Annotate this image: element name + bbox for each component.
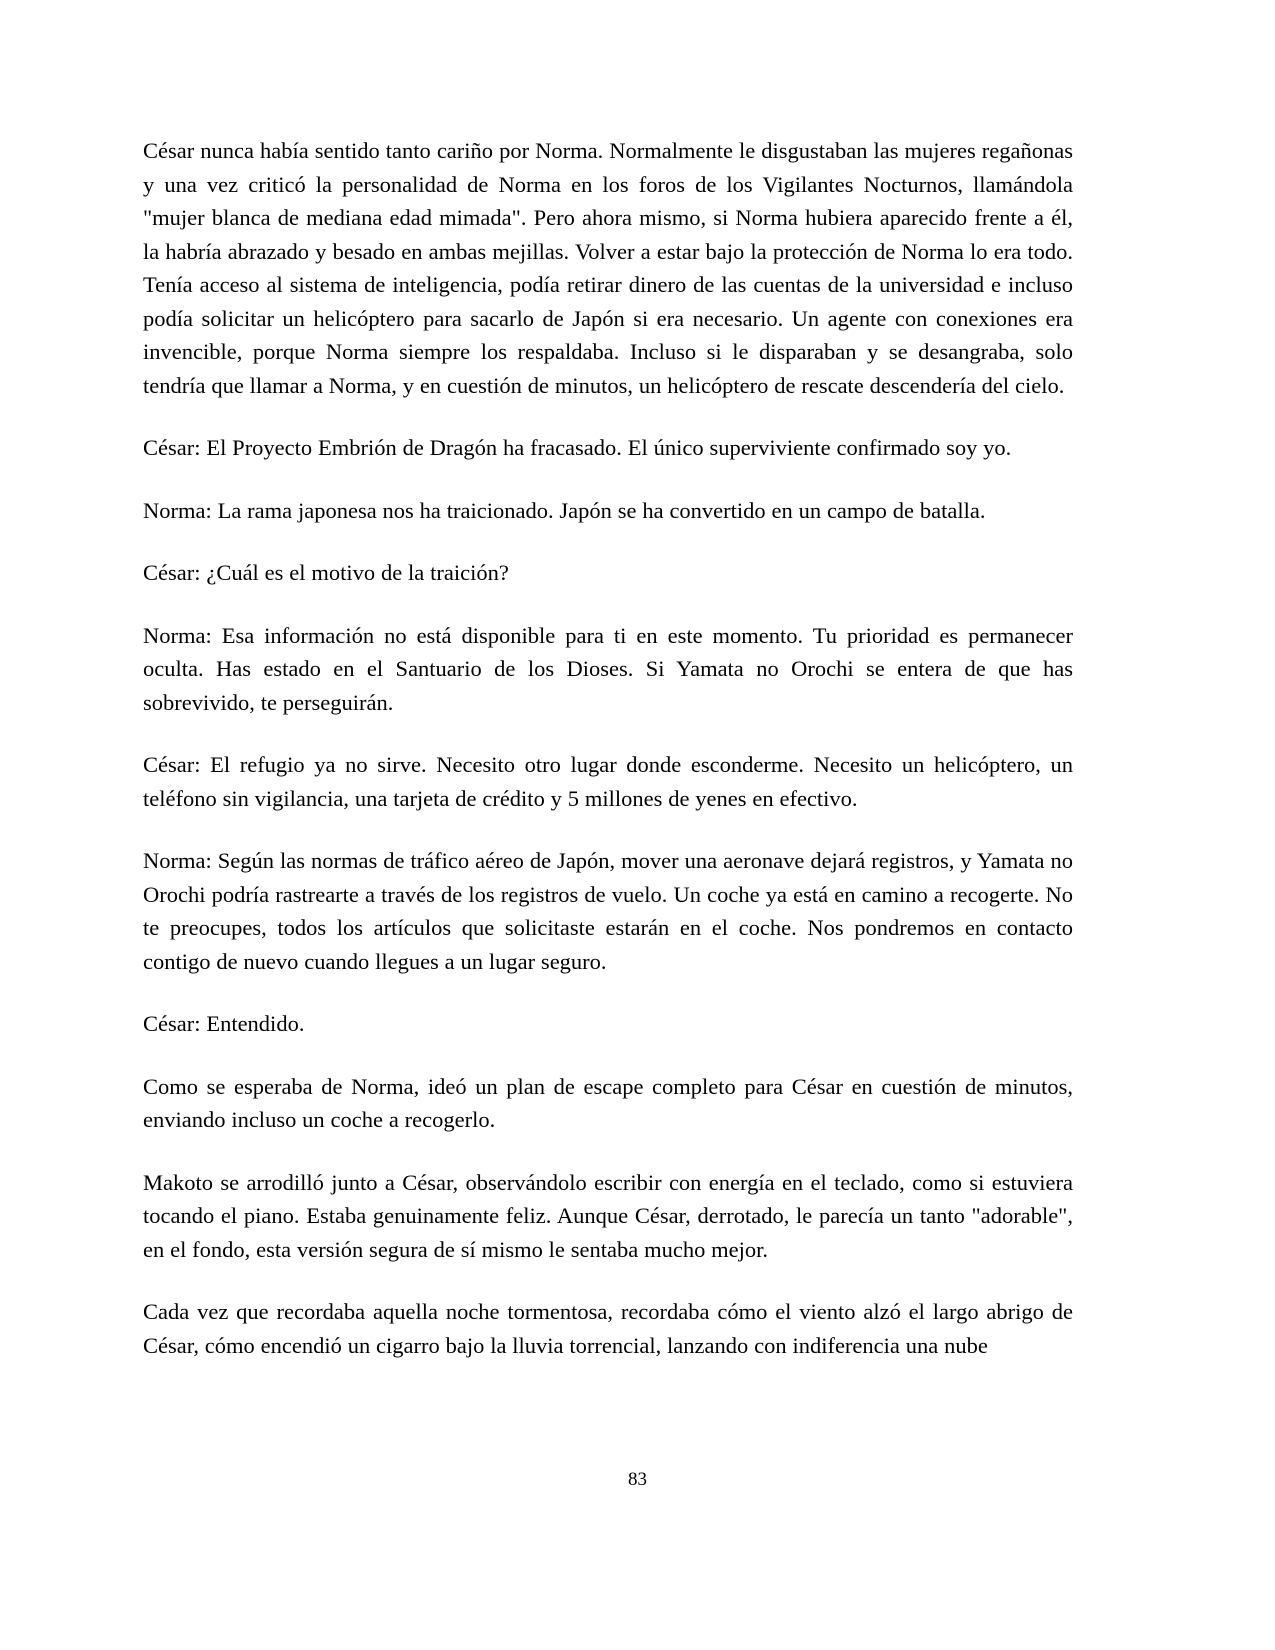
paragraph-dialogue-norma-1: Norma: La rama japonesa nos ha traicionado. Japón se ha convertido en un campo de batalla. [143,497,986,523]
paragraph-dialogue-norma-3: Norma: Según las normas de tráfico aéreo de Japón, mover una aeronave dejará registros, y Yamata no Orochi podría rastrearte a través de los registros de vuelo. Un coche ya está en camino a recogerte. No te preocupes, todos los artículos que solicitaste estarán en el coche. Nos pondremos en contacto contigo de nuevo cuando llegues a un lugar seguro. [143,848,1073,974]
paragraph-dialogue-cesar-2: César: ¿Cuál es el motivo de la traición? [143,560,509,585]
page-number: 83 [628,1469,647,1490]
paragraph-narrative-2: Como se esperaba de Norma, ideó un plan de escape completo para César en cuestión de minutos, enviando incluso un coche a recogerlo. [143,1073,1073,1132]
paragraph-narrative-3: Makoto se arrodilló junto a César, observándolo escribir con energía en el teclado, como si estuviera tocando el piano. Estaba genuinamente feliz. Aunque César, derrotado, le parecía un tanto "adorable", en el fondo, esta versión segura de sí mismo le sentaba mucho mejor. [143,1169,1073,1262]
paragraph-narrative-4: Cada vez que recordaba aquella noche tormentosa, recordaba cómo el viento alzó el largo abrigo de César, cómo encendió un cigarro bajo la lluvia torrencial, lanzando con indiferencia una nube [143,1299,1073,1358]
paragraph-dialogue-cesar-4: César: Entendido. [143,1011,305,1036]
paragraph-dialogue-cesar-1: César: El Proyecto Embrión de Dragón ha fracasado. El único superviviente confirmado soy yo. [143,435,1012,460]
paragraph-dialogue-cesar-3: César: El refugio ya no sirve. Necesito otro lugar donde esconderme. Necesito un helicóptero, un teléfono sin vigilancia, una tarjeta de crédito y 5 millones de yenes en efectivo. [143,752,1073,811]
paragraph-dialogue-norma-2: Norma: Esa información no está disponible para ti en este momento. Tu prioridad es permanecer oculta. Has estado en el Santuario de los Dioses. Si Yamata no Orochi se entera de que has sobrevivido, te perseguirán. [143,622,1073,715]
page-body-text [143,134,1073,1362]
paragraph-narrative-1: César nunca había sentido tanto cariño por Norma. Normalmente le disgustaban las mujeres regañonas y una vez criticó la personalidad de Norma en los foros de los Vigilantes Nocturnos, llamándola "mujer blanca de mediana edad mimada". Pero ahora mismo, si Norma hubiera aparecido frente a él, la habría abrazado y besado en ambas mejillas. Volver a estar bajo la protección de Norma lo era todo. Tenía acceso al sistema de inteligencia, podía retirar dinero de las cuentas de la universidad e incluso podía solicitar un helicóptero para sacarlo de Japón si era necesario. Un agente con conexiones era invencible, porque Norma siempre los respaldaba. Incluso si le disparaban y se desangraba, solo tendría que llamar a Norma, y en cuestión de minutos, un helicóptero de rescate descendería del cielo. [143,138,1073,398]
